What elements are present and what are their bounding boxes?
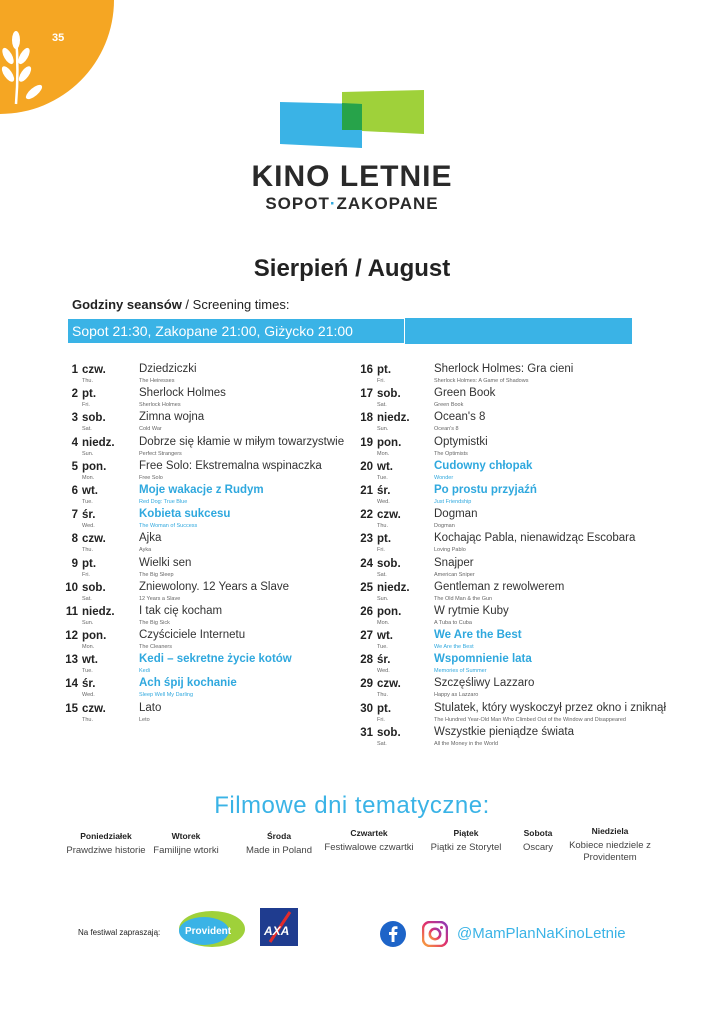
film-title: Lato	[139, 701, 162, 714]
film-title: Ach śpij kochanie	[139, 677, 237, 690]
month-title: Sierpień / August	[253, 255, 451, 282]
day-name-en: Sat.	[82, 595, 92, 602]
social-handle[interactable]: @MamPlanNaKinoLetnie	[457, 925, 626, 942]
film-title: Dziedziczki	[139, 363, 197, 375]
film-title: I tak cię kocham	[139, 604, 223, 617]
day-name-en: Tue.	[82, 668, 93, 675]
film-original-title: The Old Man & the Gun	[434, 595, 493, 602]
day-number: 18	[360, 412, 373, 425]
schedule-row	[60, 701, 380, 725]
film-title: Ajka	[139, 532, 162, 545]
schedule-row	[355, 386, 675, 410]
day-name-en: Wed.	[82, 523, 95, 530]
provident-logo	[178, 910, 246, 948]
film-original-title: Leto	[139, 716, 150, 723]
day-name: śr.	[377, 484, 391, 497]
day-name: niedz.	[377, 412, 410, 425]
themed-day-theme: Familijne wtorki	[153, 845, 219, 856]
film-title: Moje wakacje z Rudym	[139, 483, 264, 496]
day-name: sob.	[377, 726, 401, 739]
film-title: Gentleman z rewolwerem	[434, 580, 565, 593]
day-name-en: Fri.	[377, 716, 385, 723]
film-original-title: The Optimists	[434, 450, 468, 457]
film-original-title: Memories of Summer	[434, 668, 487, 675]
day-name-en: Tue.	[377, 644, 388, 651]
day-name-en: Sat.	[82, 426, 92, 433]
film-original-title: The Big Sleep	[139, 571, 174, 578]
logo-title: KINO LETNIE	[251, 160, 453, 193]
film-original-title: The Cleaners	[139, 644, 173, 651]
day-name-en: Sun.	[377, 595, 389, 602]
day-name: niedz.	[377, 581, 410, 594]
themed-day-name: Sobota	[523, 828, 553, 838]
day-name: sob.	[82, 581, 106, 594]
day-name-en: Fri.	[377, 378, 385, 384]
themed-day-name: Niedziela	[591, 826, 629, 836]
themed-day-theme: Piątki ze Storytel	[430, 842, 502, 853]
film-original-title: Sherlock Holmes	[139, 402, 181, 409]
day-name-en: Sat.	[377, 571, 387, 578]
day-name: niedz.	[82, 605, 115, 618]
film-original-title: American Sniper	[434, 571, 475, 578]
schedule-row	[60, 410, 380, 434]
day-name-en: Fri.	[377, 547, 385, 554]
day-name-en: Tue.	[82, 498, 93, 505]
schedule-row	[355, 652, 675, 676]
film-original-title: Ocean's 8	[434, 426, 459, 433]
day-number: 30	[360, 702, 373, 715]
day-number: 8	[71, 533, 78, 546]
day-number: 22	[360, 509, 373, 522]
film-original-title: Dogman	[434, 523, 455, 530]
day-name: pt.	[82, 557, 97, 570]
day-number: 11	[65, 605, 78, 618]
corner-decoration	[0, 0, 114, 114]
day-name-en: Thu.	[82, 547, 94, 554]
schedule-row	[355, 362, 675, 386]
schedule-row	[355, 580, 675, 604]
day-name: pon.	[82, 630, 107, 643]
day-name-en: Sun.	[82, 450, 94, 457]
themed-day-name: Czwartek	[350, 828, 388, 838]
schedule-column-left	[60, 362, 380, 725]
screening-times-text: Sopot 21:30, Zakopane 21:00, Giżycko 21:00	[72, 323, 353, 339]
film-original-title: Free Solo	[139, 474, 163, 481]
film-original-title: Perfect Strangers	[139, 450, 182, 457]
day-name: wt.	[377, 630, 393, 643]
day-name: wt.	[82, 654, 98, 667]
schedule-row	[60, 507, 380, 531]
themed-day-theme: Prawdziwe historie	[66, 845, 146, 856]
day-name-en: Wed.	[82, 692, 95, 699]
day-name-en: Sun.	[377, 426, 389, 433]
schedule-row	[355, 604, 675, 628]
day-name: pon.	[82, 460, 107, 473]
schedule-row	[60, 556, 380, 580]
film-title: Wspomnienie lata	[434, 653, 532, 666]
day-name: śr.	[82, 678, 96, 691]
day-number: 3	[71, 412, 78, 425]
day-name: pt.	[377, 702, 392, 715]
day-name-en: Mon.	[377, 450, 390, 457]
schedule-row	[60, 628, 380, 652]
day-name-en: Thu.	[377, 523, 389, 530]
day-name: śr.	[377, 654, 391, 667]
themed-day	[319, 828, 419, 854]
day-name-en: Wed.	[377, 498, 390, 505]
day-number: 27	[360, 630, 373, 643]
day-name: pon.	[377, 605, 402, 618]
film-title: Kobieta sukcesu	[139, 508, 231, 521]
film-original-title: Ayka	[139, 547, 152, 554]
day-name: pt.	[377, 533, 392, 546]
schedule-row	[355, 507, 675, 531]
svg-text:Provident: Provident	[185, 926, 232, 937]
schedule-row	[60, 531, 380, 555]
day-number: 20	[360, 460, 373, 473]
day-name-en: Thu.	[377, 692, 389, 699]
themed-day	[136, 831, 236, 857]
day-name-en: Sat.	[377, 402, 387, 409]
day-name-en: Thu.	[82, 716, 94, 723]
schedule-row	[355, 483, 675, 507]
day-number: 5	[71, 460, 78, 473]
day-number: 24	[360, 557, 373, 570]
day-name-en: Mon.	[377, 619, 390, 626]
kino-letnie-logo	[280, 90, 424, 150]
day-name-en: Fri.	[82, 402, 90, 409]
schedule-row	[355, 628, 675, 652]
film-original-title: Just Friendship	[434, 498, 472, 505]
schedule-row	[60, 386, 380, 410]
schedule-row	[355, 556, 675, 580]
themed-day-theme: Kobiece niedziele z Providentem	[569, 840, 651, 863]
film-original-title: Kedi	[139, 668, 151, 675]
film-original-title: The Heiresses	[139, 378, 175, 384]
film-title: Po prostu przyjaźń	[434, 483, 537, 496]
schedule-row	[355, 531, 675, 555]
day-name: pt.	[82, 388, 97, 401]
logo-subtitle: SOPOT·ZAKOPANE	[265, 194, 439, 213]
film-title: Sherlock Holmes	[139, 387, 226, 400]
film-original-title: A Tuba to Cuba	[434, 619, 472, 626]
day-name: sob.	[377, 388, 401, 401]
page-number: 35	[52, 32, 65, 44]
day-number: 4	[71, 436, 78, 449]
film-original-title: All the Money in the World	[434, 740, 499, 747]
film-title: Dobrze się kłamie w miłym towarzystwie	[139, 435, 345, 448]
schedule-row	[60, 676, 380, 700]
film-title: Green Book	[434, 387, 496, 400]
day-name: czw.	[377, 509, 401, 522]
themed-day	[229, 831, 329, 857]
day-name-en: Mon.	[82, 474, 95, 481]
film-title: Sherlock Holmes: Gra cieni	[434, 363, 574, 375]
film-title: Free Solo: Ekstremalna wspinaczka	[139, 459, 322, 472]
day-number: 10	[65, 581, 78, 594]
film-original-title: Happy as Lazzaro	[434, 692, 479, 699]
schedule-row	[60, 604, 380, 628]
schedule-row	[355, 701, 675, 725]
themed-day	[560, 826, 660, 864]
themed-day-theme: Made in Poland	[245, 845, 313, 856]
schedule-row	[355, 435, 675, 459]
day-name: pt.	[377, 364, 392, 376]
day-number: 29	[360, 678, 373, 691]
day-number: 23	[360, 533, 373, 546]
day-number: 13	[65, 654, 78, 667]
film-original-title: Wonder	[434, 474, 454, 481]
day-number: 1	[71, 364, 78, 376]
schedule-column-right	[355, 362, 675, 749]
film-title: Ocean's 8	[434, 411, 486, 424]
axa-logo	[260, 908, 298, 946]
day-name-en: Wed.	[377, 668, 390, 675]
film-title: Snajper	[434, 556, 474, 569]
film-original-title: The Big Sick	[139, 619, 170, 626]
day-number: 19	[360, 436, 373, 449]
film-original-title: We Are the Best	[434, 644, 474, 651]
schedule-row	[355, 410, 675, 434]
instagram-icon[interactable]	[422, 921, 448, 947]
schedule-row	[355, 676, 675, 700]
day-name: wt.	[82, 484, 98, 497]
film-title: Dogman	[434, 508, 478, 521]
schedule-row	[60, 459, 380, 483]
day-number: 25	[360, 581, 373, 594]
day-number: 6	[71, 484, 78, 497]
day-number: 16	[360, 364, 373, 376]
themed-days-title: Filmowe dni tematyczne:	[214, 792, 490, 819]
film-title: Szczęśliwy Lazzaro	[434, 677, 535, 690]
film-title: Zniewolony. 12 Years a Slave	[139, 580, 290, 593]
day-name: niedz.	[82, 436, 115, 449]
film-title: Kochając Pabla, nienawidząc Escobara	[434, 532, 636, 545]
film-title: Kedi – sekretne życie kotów	[139, 653, 292, 666]
day-number: 12	[65, 630, 78, 643]
day-number: 31	[360, 726, 373, 739]
day-name-en: Sun.	[82, 619, 94, 626]
day-name: pon.	[377, 436, 402, 449]
film-title: Cudowny chłopak	[434, 459, 533, 472]
film-original-title: Loving Pablo	[434, 547, 466, 554]
day-number: 14	[65, 678, 78, 691]
day-name-en: Tue.	[377, 474, 388, 481]
film-title: Stulatek, który wyskoczył przez okno i zniknął	[434, 701, 667, 714]
festival-invite-text: Na festiwal zapraszają:	[78, 928, 161, 937]
schedule-row	[355, 459, 675, 483]
svg-text:AXA: AXA	[264, 924, 290, 938]
themed-day-name: Wtorek	[171, 831, 201, 841]
day-name: śr.	[82, 509, 96, 522]
day-name-en: Sat.	[377, 740, 387, 747]
film-title: Zimna wojna	[139, 411, 205, 424]
day-number: 7	[71, 509, 78, 522]
themed-day-name: Środa	[266, 831, 292, 841]
day-name: sob.	[82, 412, 106, 425]
film-original-title: The Woman of Success	[139, 523, 198, 530]
day-number: 2	[71, 388, 78, 401]
schedule-row	[60, 435, 380, 459]
schedule-row	[60, 362, 380, 386]
day-name-en: Thu.	[82, 378, 94, 384]
themed-day-name: Piątek	[453, 828, 479, 838]
day-number: 21	[360, 484, 373, 497]
film-title: Wielki sen	[139, 556, 192, 569]
film-original-title: 12 Years a Slave	[139, 595, 181, 602]
day-number: 17	[360, 388, 373, 401]
day-name: czw.	[82, 702, 106, 715]
day-name: wt.	[377, 460, 393, 473]
film-original-title: Red Dog: True Blue	[139, 498, 188, 505]
day-number: 26	[360, 605, 373, 618]
themed-day-name: Poniedziałek	[80, 831, 132, 841]
film-title: Wszystkie pieniądze świata	[434, 725, 574, 738]
day-number: 9	[71, 557, 78, 570]
film-title: We Are the Best	[434, 629, 522, 642]
screening-times-bar	[68, 318, 632, 344]
day-number: 28	[360, 654, 373, 667]
day-name: czw.	[82, 533, 106, 546]
film-title: Optymistki	[434, 435, 488, 448]
film-title: Czyściciele Internetu	[139, 629, 246, 642]
day-name-en: Fri.	[82, 571, 90, 578]
schedule-row	[60, 652, 380, 676]
film-original-title: Green Book	[434, 402, 464, 409]
film-original-title: Sleep Well My Darling	[139, 692, 194, 699]
film-original-title: Sherlock Holmes: A Game of Shadows	[434, 378, 529, 384]
schedule-row	[60, 483, 380, 507]
themed-day-theme: Oscary	[522, 842, 554, 853]
schedule-row	[60, 580, 380, 604]
film-title: W rytmie Kuby	[434, 604, 509, 617]
screening-times-label: Godziny seansów / Screening times:	[72, 297, 290, 312]
film-original-title: The Hundred Year-Old Man Who Climbed Out of the Window and Disappeared	[434, 716, 626, 723]
day-name: sob.	[377, 557, 401, 570]
day-name: czw.	[377, 678, 401, 691]
themed-day-theme: Festiwalowe czwartki	[324, 842, 414, 853]
day-name-en: Mon.	[82, 644, 95, 651]
schedule-row	[355, 725, 675, 749]
film-original-title: Cold War	[139, 426, 162, 433]
day-name: czw.	[82, 364, 106, 376]
facebook-icon[interactable]	[380, 921, 406, 947]
day-number: 15	[65, 702, 78, 715]
